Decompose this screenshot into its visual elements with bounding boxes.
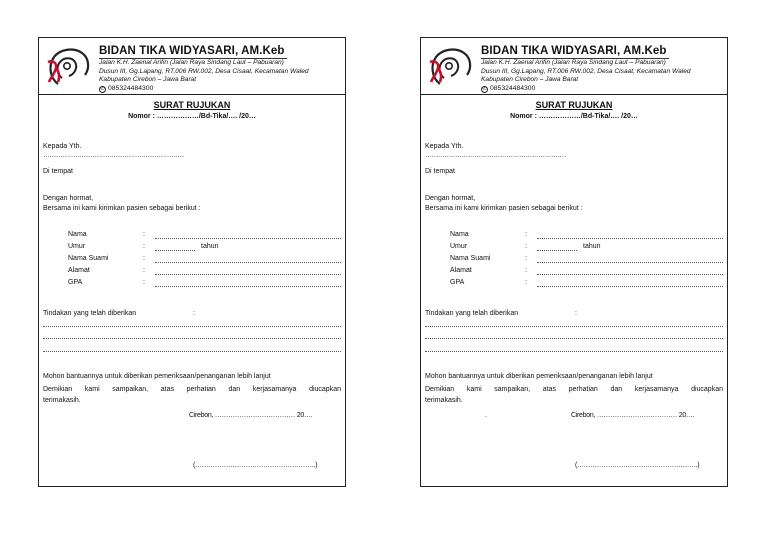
fill-line [155,286,341,287]
recipient-label: Kepada Yth. [425,143,464,150]
recipient-label: Kepada Yth. [43,143,82,150]
phone-number: 085324484300 [108,84,154,92]
field-colon: : [143,231,145,238]
letter-body [425,100,723,469]
field-row [425,242,723,251]
closing-text: Demikian kami sampaikan, atas perhatian dan kerjasamanya diucapkan [43,386,341,393]
field-colon: : [525,267,527,274]
letter-body [43,100,341,469]
address-line-3: Kabupaten Cirebon – Jawa Barat [481,76,579,84]
field-colon: : [525,231,527,238]
recipient-dots: ………………………………………………………… [43,152,184,159]
fill-line [43,338,341,339]
closing-thanks: terimakasih. [425,397,463,404]
greeting: Dengan hormat, [43,195,94,202]
field-row [43,254,341,263]
treatment-label: Tindakan yang telah diberikan [425,310,519,317]
field-row [43,230,341,239]
fill-line [155,250,195,251]
referral-letter-right [420,37,728,487]
request-text: Mohon bantuannya untuk diberikan pemeriksaan/penanganan lebih lanjut [43,373,271,380]
field-label: Nama Suami [68,255,109,262]
field-colon: : [143,255,145,262]
intro-text: Bersama ini kami kirimkan pasien sebagai berikut : [425,205,583,212]
field-colon: : [143,267,145,274]
place-date: Cirebon, ……………………………… 20…. [189,412,313,419]
treatment-colon: : [575,310,577,317]
field-label: Alamat [68,267,90,274]
address-line-3: Kabupaten Cirebon – Jawa Barat [99,76,197,84]
field-colon: : [525,255,527,262]
field-row [425,254,723,263]
address-line-1: Jalan K.H. Zaenal Arifin (Jalan Raya Sindang Laut – Pabuaran) [99,59,284,66]
age-unit: tahun [583,243,601,250]
closing-text: Demikian kami sampaikan, atas perhatian dan kerjasamanya diucapkan [425,386,723,393]
midwife-logo-icon [426,44,476,88]
request-text: Mohon bantuannya untuk diberikan pemeriksaan/penanganan lebih lanjut [425,373,653,380]
fill-line [43,351,341,352]
greeting: Dengan hormat, [425,195,476,202]
field-label: GPA [450,279,465,286]
practice-name: BIDAN TIKA WIDYASARI, AM.Keb [99,45,285,57]
fill-line [537,262,723,263]
fill-line [425,338,723,339]
fill-line [537,274,723,275]
field-colon: : [525,279,527,286]
field-label: Nama [450,231,469,238]
treatment-label: Tindakan yang telah diberikan [43,310,137,317]
fill-line [425,351,723,352]
address-line-2: Dusun III, Gg.Lapang, RT.006 RW.002, Desa Cisaat, Kecamatan Waled [481,67,691,75]
letterhead [39,38,345,95]
field-colon: : [525,243,527,250]
fill-line [537,250,577,251]
practice-name: BIDAN TIKA WIDYASARI, AM.Keb [481,45,667,57]
di-tempat: Di tempat [43,168,73,175]
letterhead [421,38,727,95]
field-colon: : [143,279,145,286]
place-date: Cirebon, ……………………………… 20…. [571,412,695,419]
fill-line [537,238,723,239]
fill-line [537,286,723,287]
signature-line: (……………………………………………….) [193,462,318,469]
field-label: Nama [68,231,87,238]
field-label: Nama Suami [450,255,491,262]
recipient-dots: ………………………………………………………… [425,152,566,159]
field-label: Umur [450,243,468,250]
phone-number: 085324484300 [490,84,536,92]
field-colon: : [143,243,145,250]
letter-title: SURAT RUJUKAN [153,100,231,110]
fill-line [155,262,341,263]
letter-number: Nomor : ………………/Bd-Tika/…. /20… [128,113,256,120]
signature-line: (……………………………………………….) [575,462,700,469]
fill-line [155,274,341,275]
phone-row [481,85,723,94]
address-line-1: Jalan K.H. Zaenal Arifin (Jalan Raya Sindang Laut – Pabuaran) [481,59,666,66]
field-row [425,278,723,287]
letterhead-text [99,41,341,93]
midwife-logo-icon [44,44,94,88]
field-row [43,266,341,275]
letter-number: Nomor : ………………/Bd-Tika/…. /20… [510,113,638,120]
field-label: GPA [68,279,83,286]
field-label: Umur [68,243,86,250]
letterhead-text [481,41,723,93]
letter-title: SURAT RUJUKAN [535,100,613,110]
fill-line [425,326,723,327]
age-unit: tahun [201,243,219,250]
referral-letter-left [38,37,346,487]
fill-line [43,326,341,327]
intro-text: Bersama ini kami kirimkan pasien sebagai berikut : [43,205,201,212]
field-label: Alamat [450,267,472,274]
phone-icon: ✆ [482,85,487,92]
address-line-2: Dusun III, Gg.Lapang, RT.006 RW.002, Desa Cisaat, Kecamatan Waled [99,67,309,75]
field-row [425,230,723,239]
phone-icon: ✆ [100,85,105,92]
stray-mark: . [485,412,487,419]
closing-thanks: terimakasih. [43,397,81,404]
fill-line [155,238,341,239]
field-row [425,266,723,275]
di-tempat: Di tempat [425,168,455,175]
treatment-colon: : [193,310,195,317]
phone-row [99,85,341,94]
field-row [43,278,341,287]
field-row [43,242,341,251]
